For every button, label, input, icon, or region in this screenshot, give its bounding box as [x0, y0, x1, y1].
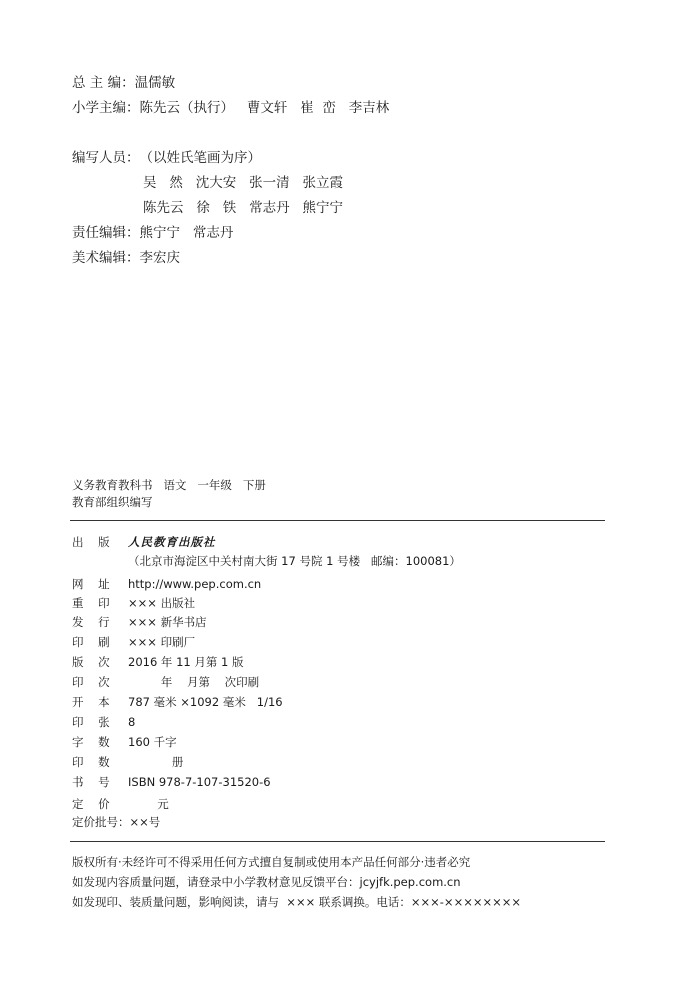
imprint-row: [72, 775, 271, 789]
writers-names-2: 陈先云 徐 铁 常志丹 熊宁宁: [143, 200, 343, 216]
imprint-row: [72, 577, 261, 591]
imprint-value: 787 毫米 ×1092 毫米 1/16: [128, 695, 283, 709]
imprint-value: ××× 出版社: [128, 596, 196, 610]
imprint-key: 定 价: [72, 797, 110, 811]
imprint-key: 印 张: [72, 715, 110, 729]
chief-editor-line: [72, 75, 175, 91]
imprint-row: [72, 615, 207, 629]
imprint-row: [72, 596, 195, 610]
copyright-notice: 版权所有·未经许可不得采用任何方式擅自复制或使用本产品任何部分·违者必究: [72, 855, 471, 869]
imprint-row: [72, 797, 169, 811]
book-compiler: 教育部组织编写: [72, 495, 153, 509]
imprint-key: 书 号: [72, 775, 110, 789]
writers-label: 编写人员：: [72, 150, 140, 166]
book-title: 义务教育教科书 语文 一年级 下册: [72, 478, 266, 492]
publisher-key: 出 版: [72, 535, 110, 549]
imprint-key: 印 次: [72, 675, 110, 689]
art-editor-value: 李宏庆: [139, 250, 180, 266]
writers-note: （以姓氏笔画为序）: [139, 150, 261, 166]
imprint-key: 印 刷: [72, 635, 110, 649]
print-feedback: 如发现印、装质量问题，影响阅读，请与 ××× 联系调换。电话：×××-××××××××: [72, 895, 522, 909]
imprint-key: 字 数: [72, 735, 110, 749]
price-approval: 定价批号：××号: [72, 815, 161, 829]
imprint-key: 发 行: [72, 615, 110, 629]
imprint-value: http://www.pep.com.cn: [128, 577, 262, 591]
imprint-value: ××× 印刷厂: [128, 635, 196, 649]
primary-editor-line: [72, 100, 389, 116]
imprint-key: 重 印: [72, 596, 110, 610]
imprint-value: 年 月第 次印刷: [128, 675, 260, 689]
chief-editor-value: 温儒敏: [134, 75, 176, 91]
primary-editor-value: 陈先云（执行） 曹文轩 崔 峦 李吉林: [139, 100, 390, 116]
publisher-row: [72, 535, 216, 549]
imprint-key: 网 址: [72, 577, 110, 591]
imprint-key: 印 数: [72, 755, 110, 769]
art-editor-line: [72, 250, 180, 266]
imprint-value: 2016 年 11 月第 1 版: [128, 655, 244, 669]
imprint-key: 开 本: [72, 695, 110, 709]
writers-line: [72, 150, 261, 166]
writers-names-1: 吴 然 沈大安 张一清 张立霞: [143, 175, 343, 191]
imprint-row: [72, 655, 244, 669]
imprint-row: [72, 695, 283, 709]
primary-editor-label: 小学主编：: [72, 100, 140, 116]
imprint-key: 版 次: [72, 655, 110, 669]
imprint-value: ISBN 978-7-107-31520-6: [128, 775, 271, 789]
publisher-address: （北京市海淀区中关村南大街 17 号院 1 号楼 邮编：100081）: [128, 554, 461, 568]
art-editor-label: 美术编辑：: [72, 250, 140, 266]
imprint-row: [72, 735, 177, 749]
imprint-value: 册: [128, 755, 184, 769]
imprint-value: 8: [128, 715, 136, 729]
imprint-row: [72, 635, 195, 649]
imprint-row: [72, 675, 259, 689]
imprint-row: [72, 755, 183, 769]
content-feedback: 如发现内容质量问题，请登录中小学教材意见反馈平台：jcyjfk.pep.com.cn: [72, 875, 461, 889]
top-divider: [70, 520, 605, 521]
imprint-value: 元: [128, 797, 169, 811]
bottom-divider: [70, 841, 605, 842]
imprint-value: 160 千字: [128, 735, 177, 749]
imprint-row: [72, 715, 135, 729]
publisher-logo: 人民教育出版社: [128, 535, 216, 549]
responsible-editor-value: 熊宁宁 常志丹: [139, 225, 234, 241]
responsible-editor-label: 责任编辑：: [72, 225, 140, 241]
chief-editor-label: 总 主 编：: [72, 75, 135, 91]
responsible-editor-line: [72, 225, 233, 241]
imprint-value: ××× 新华书店: [128, 615, 207, 629]
